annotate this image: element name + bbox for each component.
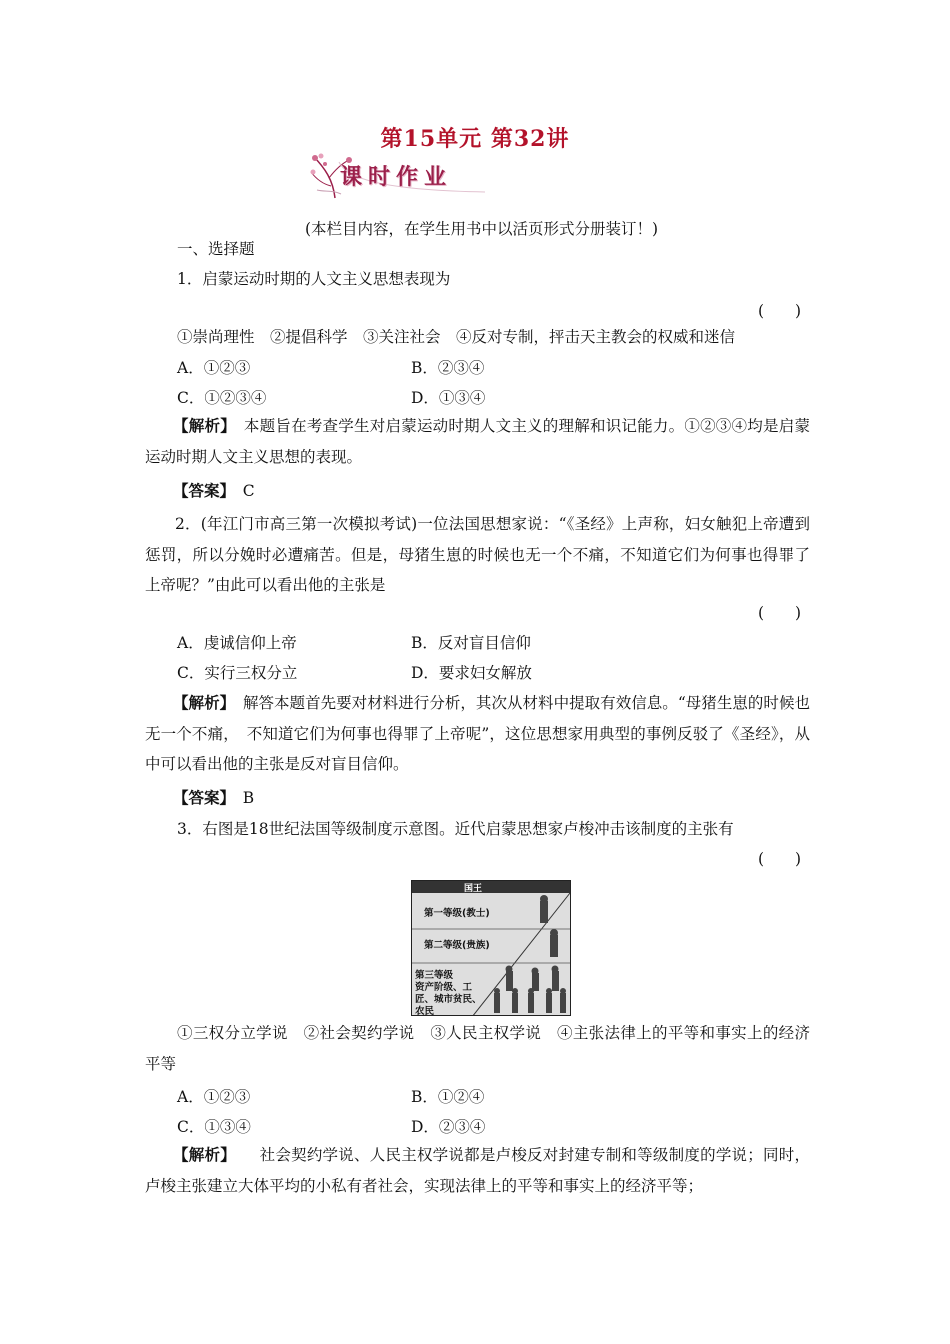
question-3-answer-blank: ( ) — [758, 850, 802, 868]
question-2-answer — [173, 787, 254, 809]
question-3-option-c: C．①③④ — [177, 1118, 251, 1136]
page-title: 第15单元 第32讲 — [380, 126, 570, 152]
analysis-label: 【解析】 — [173, 416, 229, 435]
analysis-text: 解答本题首先要对材料进行分析，其次从材料中提取有效信息。“母猪生崽的时候也无一个不痛， 不知道它们为何事也得罪了上帝呢”，这位思想家用典型的事例反驳了《圣经》，从中可以看出他的主张是反对盲目信仰。 — [145, 694, 810, 773]
figure-label-third-estate-1: 第三等级 — [415, 970, 454, 981]
figure-label-third-estate-4: 农民 — [415, 1006, 435, 1016]
estate-system-figure — [411, 880, 571, 1016]
question-2-analysis — [145, 688, 810, 780]
question-1-option-c: C．①②③④ — [177, 389, 267, 407]
question-1-option-d: D．①③④ — [411, 389, 486, 407]
question-3-option-d: D．②③④ — [411, 1118, 486, 1136]
question-2-option-d: D．要求妇女解放 — [411, 664, 532, 682]
question-2-stem: 2．(年江门市高三第一次模拟考试)一位法国思想家说：“《圣经》上声称，妇女触犯上帝遭到惩罚，所以分娩时必遭痛苦。但是，母猪生崽的时候也无一个不痛，不知道它们为何事也得罪了上帝呢？”由此可以看出他的主张是 — [145, 515, 810, 594]
question-1-stem: 1．启蒙运动时期的人文主义思想表现为 — [177, 270, 451, 288]
question-1-answer — [173, 480, 255, 502]
question-3-option-a: A．①②③ — [177, 1088, 251, 1106]
answer-label: 【答案】 — [173, 788, 228, 807]
question-1-option-a: A．①②③ — [177, 359, 251, 377]
banner-title: 课时作业 — [340, 164, 453, 190]
question-2-option-b: B．反对盲目信仰 — [411, 634, 531, 652]
figure-label-second-estate: 第二等级(贵族) — [424, 940, 490, 951]
question-3-items: ①三权分立学说 ②社会契约学说 ③人民主权学说 ④主张法律上的平等和事实上的经济平等 — [145, 1024, 810, 1073]
question-3-option-b: B．①②④ — [411, 1088, 485, 1106]
binding-note: (本栏目内容，在学生用书中以活页形式分册装订！) — [305, 220, 659, 238]
question-3-analysis — [145, 1140, 810, 1201]
section-heading: 一、选择题 — [177, 240, 255, 258]
question-1-items: ①崇尚理性 ②提倡科学 ③关注社会 ④反对专制，抨击天主教会的权威和迷信 — [177, 328, 736, 346]
figure-label-king: 国王 — [464, 884, 483, 894]
question-3-stem: 3．右图是18世纪法国等级制度示意图。近代启蒙思想家卢梭冲击该制度的主张有 — [177, 820, 734, 838]
question-1-analysis — [145, 411, 810, 472]
analysis-label: 【解析】 — [173, 1145, 229, 1164]
figure-label-first-estate: 第一等级(教士) — [424, 908, 490, 919]
answer-label: 【答案】 — [173, 481, 228, 500]
question-2-answer-blank: ( ) — [758, 604, 802, 622]
question-1-answer-blank: ( ) — [758, 302, 802, 320]
question-1-option-b: B．②③④ — [411, 359, 485, 377]
question-2-option-a: A．虔诚信仰上帝 — [177, 634, 297, 652]
question-2-option-c: C．实行三权分立 — [177, 664, 298, 682]
analysis-text: 社会契约学说、人民主权学说都是卢梭反对封建专制和等级制度的学说；同时，卢梭主张建立大体平均的小私有者社会，实现法律上的平等和事实上的经济平等； — [145, 1146, 810, 1195]
analysis-label: 【解析】 — [173, 693, 228, 712]
answer-value: C — [242, 482, 255, 500]
figure-label-third-estate-3: 匠、城市贫民、 — [415, 994, 482, 1005]
analysis-text: 本题旨在考查学生对启蒙运动时期人文主义的理解和识记能力。①②③④均是启蒙运动时期人文主义思想的表现。 — [145, 417, 810, 466]
figure-label-third-estate-2: 资产阶级、工 — [415, 982, 473, 993]
answer-value: B — [242, 789, 255, 807]
